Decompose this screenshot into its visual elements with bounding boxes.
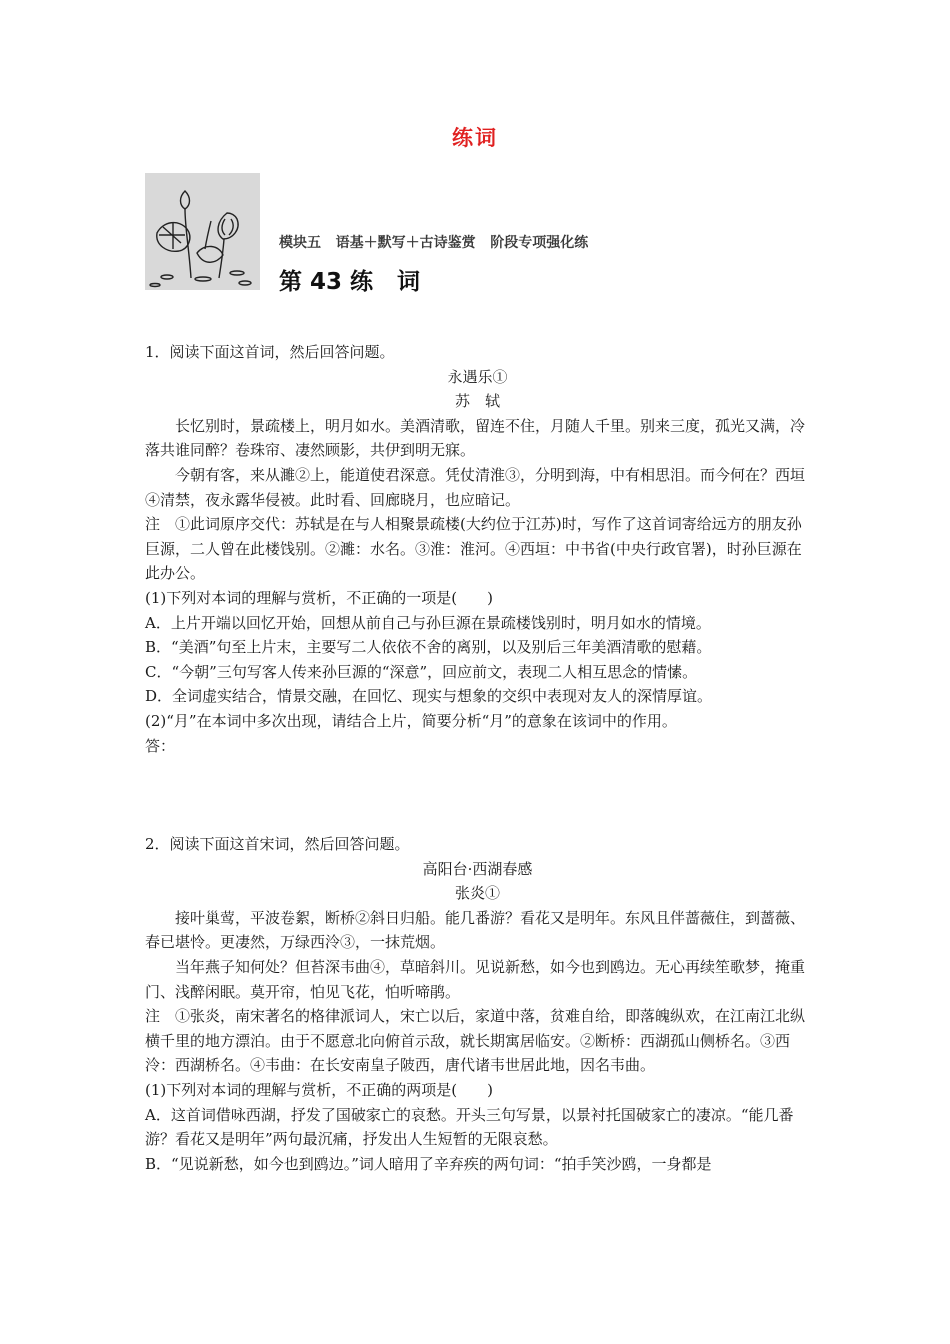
q1-note: 注 ①此词原序交代：苏轼是在与人相聚景疏楼(大约位于江苏)时，写作了这首词寄给远方的朋友孙巨源，二人曾在此楼饯别。②濉：水名。③淮：淮河。④西垣：中书省(中央行政官署)，时孙巨源在此办公。 bbox=[145, 515, 802, 583]
q2-author: 张炎① bbox=[454, 884, 500, 903]
q1-option-c: C．“今朝”三句写客人传来孙巨源的“深意”，回应前文，表现二人相互思念的情愫。 bbox=[145, 662, 698, 681]
lotus-icon bbox=[145, 173, 260, 290]
q2-option-b: B．“见说新愁，如今也到鸥边。”词人暗用了辛弃疾的两句词：“拍手笑沙鸥，一身都是 bbox=[145, 1154, 712, 1173]
q2-poem-title: 高阳台·西湖春感 bbox=[422, 859, 533, 878]
q2-stanza-1: 接叶巢莺，平波卷絮，断桥②斜日归船。能几番游？看花又是明年。东风且伴蔷薇住，到蔷薇、春已堪怜。更凄然，万绿西泠③，一抹荒烟。 bbox=[145, 908, 806, 952]
q2-stanza-2: 当年燕子知何处？但苔深韦曲④，草暗斜川。见说新愁，如今也到鸥边。无心再续笙歌梦，掩重门、浅醉闲眠。莫开帘，怕见飞花，怕听啼鹃。 bbox=[145, 958, 806, 1001]
exercise-title: 第 43 练 词 bbox=[279, 269, 421, 295]
lotus-illustration bbox=[145, 173, 260, 290]
q2-sub-question-1: (1)下列对本词的理解与赏析，不正确的两项是( ) bbox=[145, 1081, 493, 1100]
answer-space bbox=[145, 758, 810, 832]
page-title: 练词 bbox=[452, 125, 498, 150]
q1-option-b: B．“美酒”句至上片末，主要写二人依依不舍的离别，以及别后三年美酒清歌的慰藉。 bbox=[145, 638, 712, 657]
q1-stanza-1: 长忆别时，景疏楼上，明月如水。美酒清歌，留连不住，月随人千里。别来三度，孤光又满，冷落共谁同醉？卷珠帘、凄然顾影，共伊到明无寐。 bbox=[145, 416, 806, 460]
q1-prompt: 1．阅读下面这首词，然后回答问题。 bbox=[145, 343, 395, 361]
q1-sub-question-2: (2)“月”在本词中多次出现，请结合上片，简要分析“月”的意象在该词中的作用。 bbox=[145, 711, 677, 730]
q1-author: 苏 轼 bbox=[454, 392, 500, 411]
q2-prompt: 2．阅读下面这首宋词，然后回答问题。 bbox=[145, 835, 410, 854]
q1-stanza-2: 今朝有客，来从濉②上，能道使君深意。凭仗清淮③，分明到海，中有相思泪。而今何在？西垣④清禁，夜永露华侵被。此时看、回廊晓月，也应暗记。 bbox=[145, 465, 806, 509]
q1-sub-question-1: (1)下列对本词的理解与赏析，不正确的一项是( ) bbox=[145, 588, 493, 607]
q2-option-a: A．这首词借咏西湖，抒发了国破家亡的哀愁。开头三句写景，以景衬托国破家亡的凄凉。“能几番游？看花又是明年”两句最沉痛，抒发出人生短暂的无限哀愁。 bbox=[145, 1105, 794, 1149]
q1-option-d: D．全词虚实结合，情景交融，在回忆、现实与想象的交织中表现对友人的深情厚谊。 bbox=[145, 687, 713, 706]
module-subtitle: 模块五 语基＋默写＋古诗鉴赏 阶段专项强化练 bbox=[279, 235, 589, 251]
q1-poem-title: 永遇乐① bbox=[447, 367, 508, 386]
document-body bbox=[145, 340, 810, 1176]
q1-option-a: A．上片开端以回忆开始，回想从前自己与孙巨源在景疏楼饯别时，明月如水的情境。 bbox=[145, 613, 711, 632]
q1-answer-label: 答： bbox=[145, 736, 176, 755]
q2-note: 注 ①张炎，南宋著名的格律派词人，宋亡以后，家道中落，贫难自给，即落魄纵欢，在江南江北纵横千里的地方漂泊。由于不愿意北向俯首示敌，就长期寓居临安。②断桥：西湖孤山侧桥名。③西泠：西湖桥名。④韦曲：在长安南皇子陂西，唐代诸韦世居此地，因名韦曲。 bbox=[145, 1007, 806, 1075]
